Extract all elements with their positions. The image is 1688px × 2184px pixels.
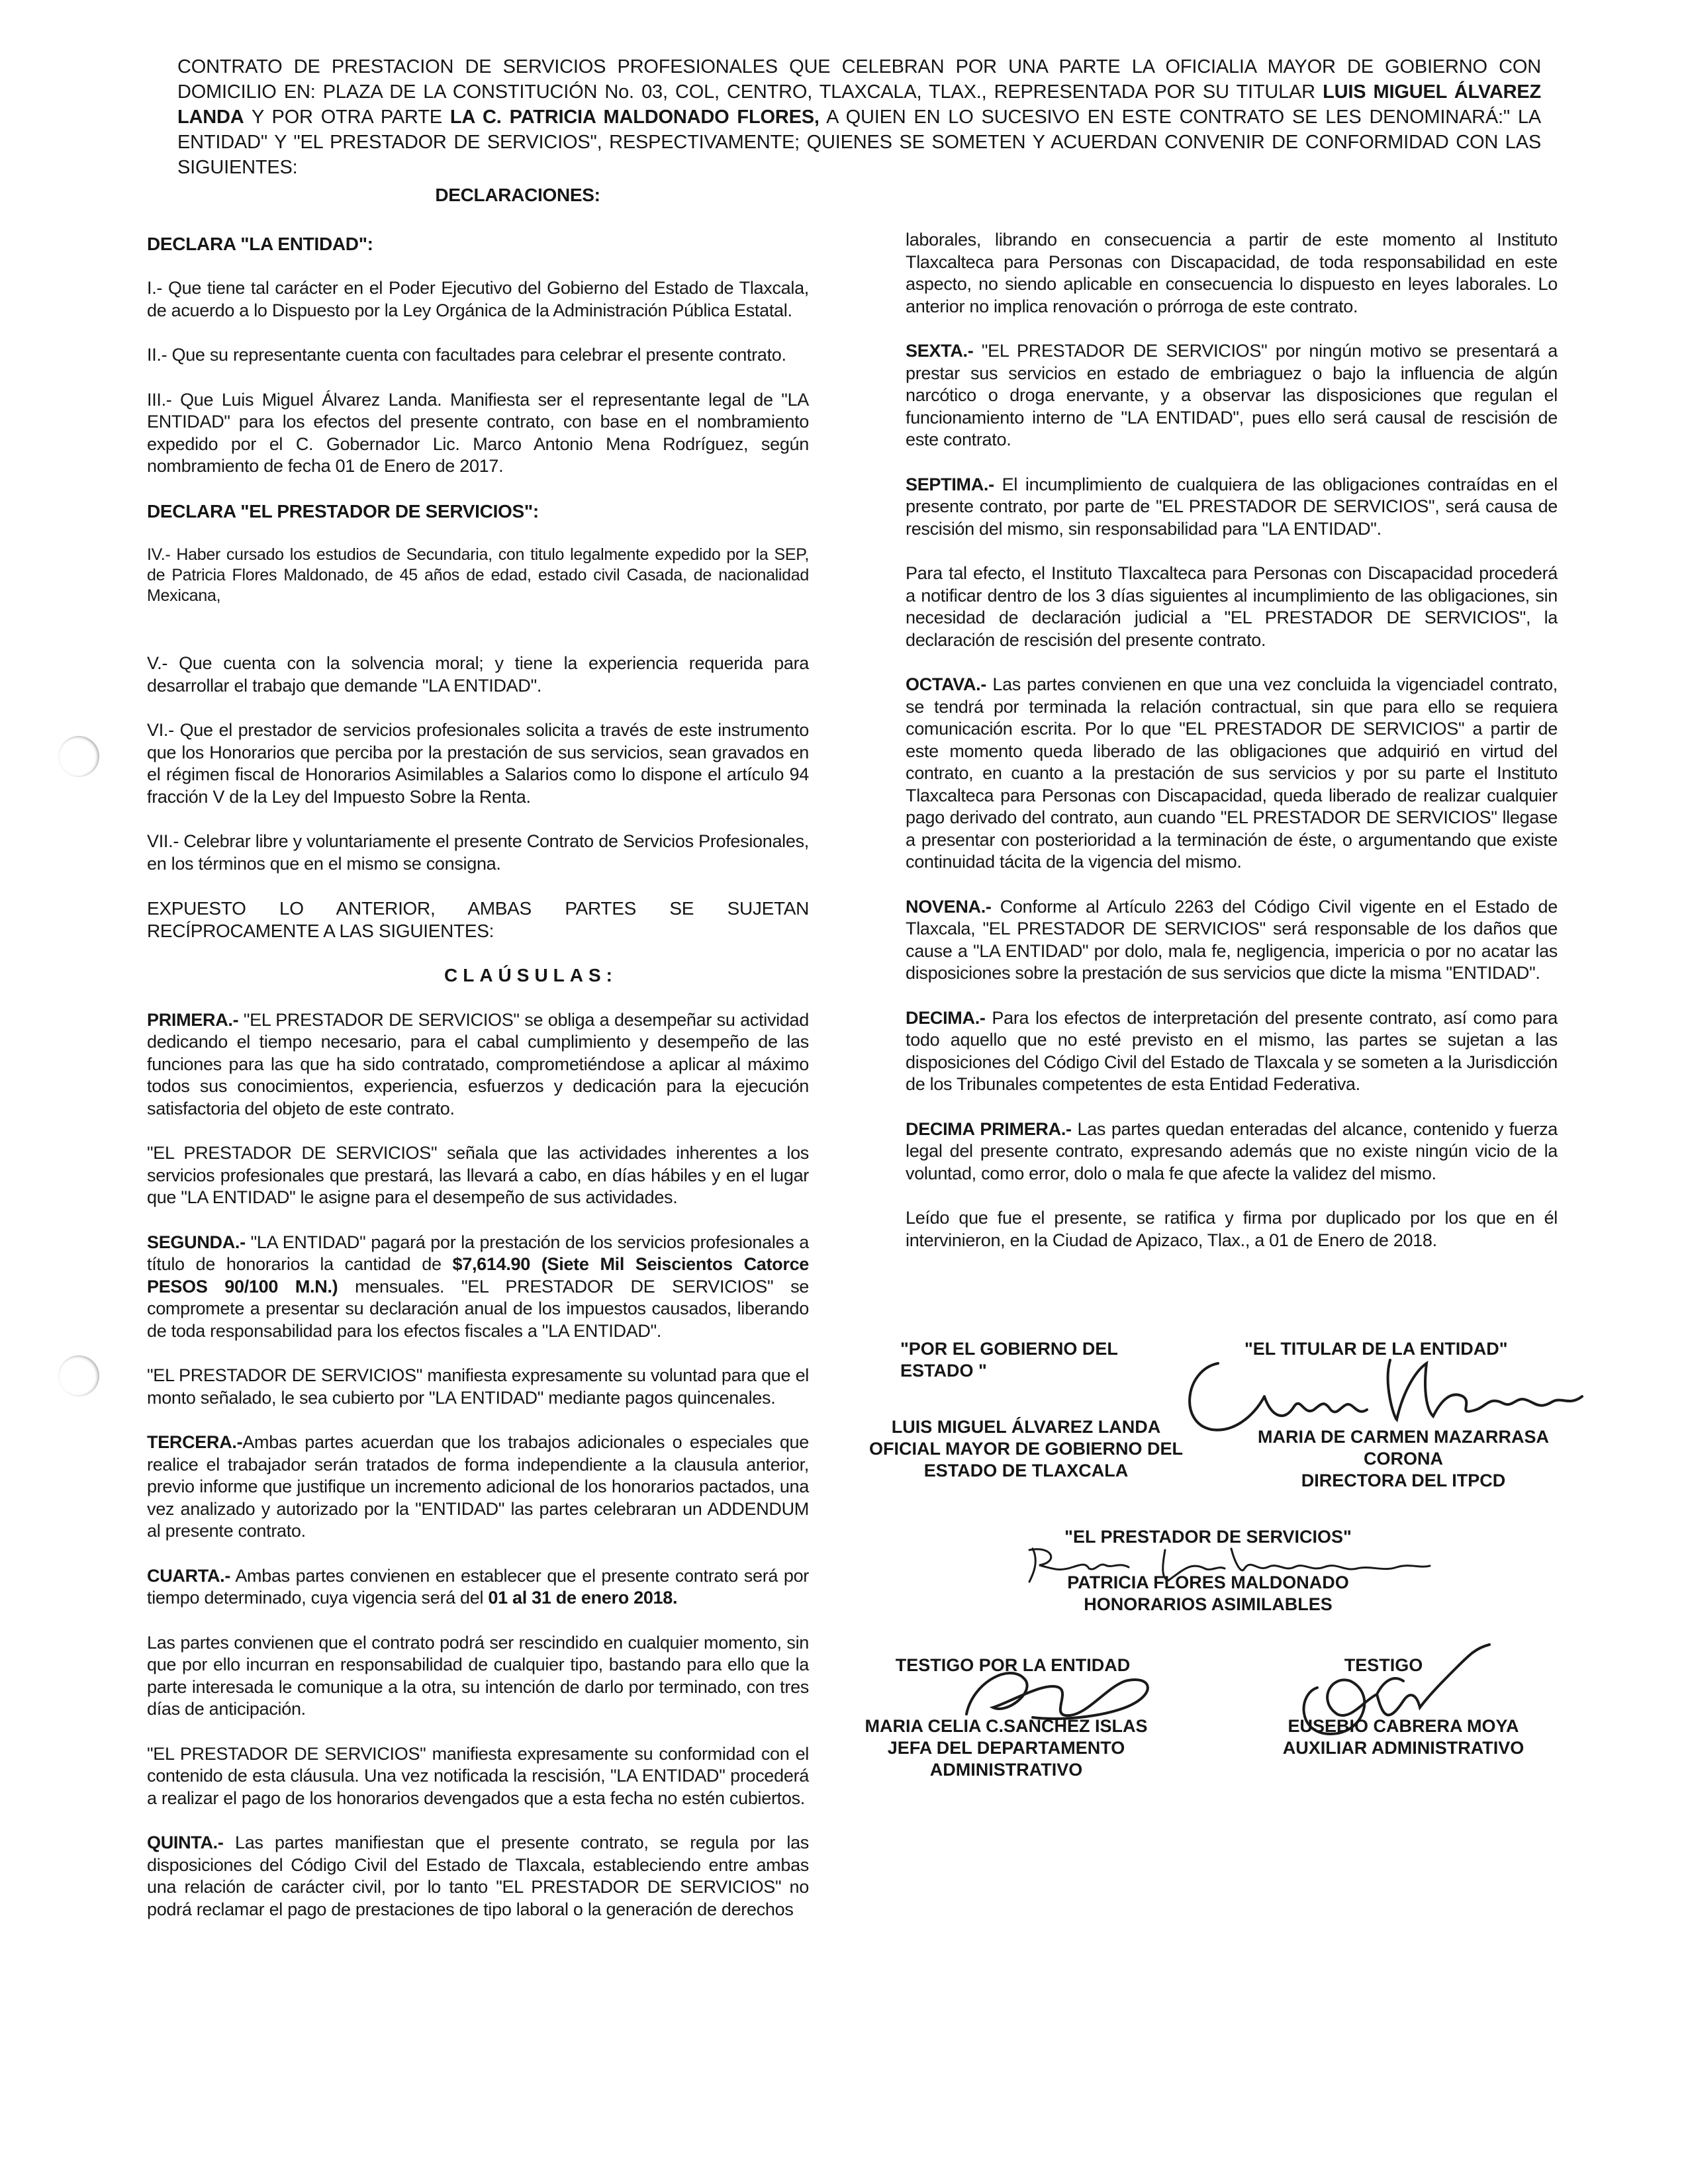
declaracion-iii: III.- Que Luis Miguel Álvarez Landa. Manifiesta ser el representante legal de "LA ENTIDAD" para los efectos del presente contrato, con base en el nombramiento expedido por el C. Gobernador Lic. Marco Antonio Mena Rodríguez, según nombramiento de fecha 01 de Enero de 2017.: [147, 389, 809, 476]
clause-label: SEXTA.-: [906, 341, 974, 361]
clausula-septima-b: Para tal efecto, el Instituto Tlaxcalteca para Personas con Discapacidad procederá a notificar dentro de los 3 días siguientes al incumplimiento de las obligaciones, sin necesidad de declaración judicial a "EL PRESTADOR DE SERVICIOS", la declaración de rescisión del presente contrato.: [906, 563, 1558, 650]
clause-label: DECIMA.-: [906, 1007, 986, 1028]
right-column: [906, 229, 1558, 1274]
clause-text: Conforme al Artículo 2263 del Código Civil vigente en el Estado de Tlaxcala, "EL PRESTADOR DE SERVICIOS" será responsable de los daños que cause a "LA ENTIDAD" por dolo, mala fe, negligencia, impericia o por no acatar las disposiciones sobre la prestación de sus servicios que dicte la misma "ENTIDAD".: [906, 896, 1558, 983]
clause-text: Para los efectos de interpretación del presente contrato, así como para todo aquello que no esté previsto en el mismo, las partes se sujetan a las disposiciones del Código Civil del Estado de Tlaxcala y se someten a la Jurisdicción de los Tribunales competentes de esta Entidad Federativa.: [906, 1007, 1558, 1094]
clausula-cuarta-c: "EL PRESTADOR DE SERVICIOS" manifiesta expresamente su conformidad con el contenido de esta cláusula. Una vez notificada la rescisión, "LA ENTIDAD" procederá a realizar el pago de los honorarios devengados que a esta fecha no estén cubiertos.: [147, 1743, 809, 1808]
signatory-name: PATRICIA FLORES MALDONADO: [1067, 1572, 1349, 1592]
clause-text: Las partes manifiestan que el presente contrato, se regula por las disposiciones del Código Civil del Estado de Tlaxcala, estableciendo entre ambas una relación de carácter civil, por lo tanto "EL PRESTADOR DE SERVICIOS" no podrá reclamar el pago de prestaciones de tipo laboral o la generación de derechos: [147, 1833, 809, 1919]
declaracion-v: V.- Que cuenta con la solvencia moral; y tiene la experiencia requerida para desarrollar el trabajo que demande "LA ENTIDAD".: [147, 653, 809, 696]
signatory-name: CORONA: [1364, 1449, 1443, 1469]
signatory-title: AUXILIAR ADMINISTRATIVO: [1282, 1738, 1524, 1758]
clause-text: "LA ENTIDAD" pagará por la prestación de los servicios profesionales a título de honorarios la cantidad de: [147, 1232, 809, 1274]
entidad-declara-heading: DECLARA "LA ENTIDAD":: [147, 233, 373, 254]
eusebio-signatory: [1251, 1715, 1556, 1759]
declaracion-ii: II.- Que su representante cuenta con facultades para celebrar el presente contrato.: [147, 345, 786, 365]
signatory-name: MARIA CELIA C.SANCHEZ ISLAS: [865, 1716, 1148, 1736]
clause-label: DECIMA PRIMERA.-: [906, 1118, 1072, 1139]
declaracion-vii: VII.- Celebrar libre y voluntariamente el presente Contrato de Servicios Profesionales, en los términos que en el mismo se consigna.: [147, 831, 809, 874]
clause-label: SEPTIMA.-: [906, 474, 994, 494]
intro-text: CONTRATO DE PRESTACION DE SERVICIOS PROFESIONALES QUE CELEBRAN POR UNA PARTE LA OFICIALIA MAYOR DE GOBIERNO CON DOMICILIO EN: PLAZA DE LA CONSTITUCIÓN No. 03, COL, CENTRO, TLAXCALA, TLAX., REPRESENTADA POR SU TITULAR: [177, 56, 1541, 103]
clause-text: Las partes convienen en que una vez concluida la vigenciadel contrato, se tendrá por terminada la relación contractual, sin que para ello se requiera comunicación escrita. Por lo que "EL PRESTADOR DE SERVICIOS" a partir de este momento queda liberado de las obligaciones que adquirió en virtud del contrato, en cuanto a la prestación de sus servicios y por su parte el Instituto Tlaxcalteca para Personas con Discapacidad, queda liberado de realizar cualquier pago derivado del contrato, aun cuando "EL PRESTADOR DE SERVICIOS" llegase a presentar con posterioridad a la terminación de éste, o argumentando que existe continuidad tácita de la vigencia del mismo.: [906, 674, 1558, 872]
prestador-declara-heading: DECLARA "EL PRESTADOR DE SERVICIOS":: [147, 500, 539, 522]
signatory-name: LUIS MIGUEL ÁLVAREZ LANDA: [891, 1417, 1161, 1437]
clause-text: "EL PRESTADOR DE SERVICIOS" se obliga a desempeñar su actividad dedicando el tiempo necesario, para el cabal cumplimiento y desempeño de las funciones para las que ha sido contratado, comprometiéndose a aplicar al máximo todos sus conocimientos, experiencia, esfuerzos y dedicación para la ejecución satisfactoria del objeto de este contrato.: [147, 1009, 809, 1118]
signatory-title: HONORARIOS ASIMILABLES: [1084, 1594, 1333, 1614]
contract-period: 01 al 31 de enero 2018.: [488, 1588, 678, 1608]
clause-label: OCTAVA.-: [906, 674, 987, 694]
luis-signatory: [861, 1416, 1192, 1482]
clausula-segunda-b: "EL PRESTADOR DE SERVICIOS" manifiesta expresamente su voluntad para que el monto señalado, le sea cubierto por "LA ENTIDAD" mediante pagos quincenales.: [147, 1365, 809, 1408]
punch-hole: [58, 1355, 99, 1396]
clause-text: mensuales. "EL PRESTADOR DE SERVICIOS" se compromete a presentar su declaración anual de los impuestos causados, liberando de toda responsabilidad para los efectos fiscales a "LA ENTIDAD".: [147, 1276, 809, 1341]
maria-carmen-signatory: [1244, 1426, 1562, 1492]
representative-name: LUIS MIGUEL ÁLVAREZ LANDA: [177, 81, 1541, 128]
signatory-title: ESTADO DE TLAXCALA: [923, 1461, 1129, 1480]
clausula-segunda: [147, 1232, 809, 1343]
clausula-decima-primera: [906, 1118, 1558, 1185]
clausula-quinta-cont: laborales, librando en consecuencia a partir de este momento al Instituto Tlaxcalteca para Personas con Discapacidad, de toda responsabilidad en este aspecto, no siendo aplicable en consecuencia lo dispuesto en leyes laborales. Lo anterior no implica renovación o prórroga de este contrato.: [906, 230, 1558, 316]
clausula-tercera: [147, 1432, 809, 1543]
expuesto-paragraph: EXPUESTO LO ANTERIOR, AMBAS PARTES SE SUJETAN RECÍPROCAMENTE A LAS SIGUIENTES:: [147, 898, 809, 941]
declaracion-iv: IV.- Haber cursado los estudios de Secundaria, con titulo legalmente expedido por la SEP, de Patricia Flores Maldonado, de 45 años de edad, estado civil Casada, de nacionalidad Mexicana,: [147, 545, 809, 605]
signatory-title: JEFA DEL DEPARTAMENTO: [887, 1738, 1125, 1758]
gobierno-heading: "POR EL GOBIERNO DEL ESTADO ": [900, 1339, 1118, 1381]
signatory-title: ADMINISTRATIVO: [929, 1760, 1083, 1780]
clausula-primera: [147, 1009, 809, 1120]
signatory-title: DIRECTORA DEL ITPCD: [1301, 1471, 1506, 1490]
clause-text: Ambas partes acuerdan que los trabajos adicionales o especiales que realice el trabajador serán tratados de forma independiente a la clausula anterior, previo informe que justifique un incremento adicional de los honorarios pactados, una vez analizado y autorizado por la "ENTIDAD" las partes celebraran un ADDENDUM al presente contrato.: [147, 1432, 809, 1541]
signatory-name: MARIA DE CARMEN MAZARRASA: [1258, 1427, 1549, 1447]
fee-amount: $7,614.90 (Siete Mil Seiscientos Catorce PESOS 90/100 M.N.): [147, 1254, 810, 1297]
patricia-signatory: [993, 1572, 1423, 1615]
declaracion-vi: VI.- Que el prestador de servicios profesionales solicita a través de este instrumento que los Honorarios que perciba por la prestación de sus servicios, sean gravados en el régimen fiscal de Honorarios Asimilables a Salarios como lo dispone el artículo 94 fracción V de la Ley del Impuesto Sobre la Renta.: [147, 720, 809, 807]
signing-statement: Leído que fue el presente, se ratifica y firma por duplicado por los que en él intervinieron, en la Ciudad de Apizaco, Tlax., a 01 de Enero de 2018.: [906, 1208, 1558, 1250]
clausula-novena: [906, 896, 1558, 985]
signatory-name: EUSEBIO CABRERA MOYA: [1288, 1716, 1519, 1736]
clause-text: El incumplimiento de cualquiera de las obligaciones contraídas en el presente contrato, por parte de "EL PRESTADOR DE SERVICIOS", será causa de rescisión del mismo, sin responsabilidad para "LA ENTIDAD".: [906, 474, 1558, 539]
clause-label: TERCERA.-: [147, 1432, 243, 1452]
clause-text: Ambas partes convienen en establecer que el presente contrato será por tiempo determinado, cuya vigencia será del: [147, 1565, 809, 1608]
clause-label: QUINTA.-: [147, 1833, 224, 1852]
provider-name: LA C. PATRICIA MALDONADO FLORES,: [449, 107, 820, 128]
testigo-heading: TESTIGO: [1344, 1655, 1423, 1675]
punch-hole: [58, 736, 99, 777]
clause-label: CUARTA.-: [147, 1565, 231, 1586]
clausula-decima: [906, 1007, 1558, 1096]
clause-label: SEGUNDA.-: [147, 1232, 246, 1252]
declaracion-i: I.- Que tiene tal carácter en el Poder Ejecutivo del Gobierno del Estado de Tlaxcala, de acuerdo a lo Dispuesto por la Ley Orgánica de la Administración Pública Estatal.: [147, 278, 809, 320]
clausula-primera-b: "EL PRESTADOR DE SERVICIOS" señala que las actividades inherentes a los servicios profesionales que prestará, las llevará a cabo, en días hábiles y en el lugar que "LA ENTIDAD" le asigne para el desempeño de sus actividades.: [147, 1143, 809, 1207]
clausulas-title: CLAÚSULAS:: [444, 965, 618, 985]
clause-label: PRIMERA.-: [147, 1009, 239, 1030]
clausula-cuarta-b: Las partes convienen que el contrato podrá ser rescindido en cualquier momento, sin que por ello incurran en responsabilidad de cualquier tipo, bastando para ello que la parte interesada le comunique a la otra, su intención de darlo por terminado, con tres días de anticipación.: [147, 1632, 809, 1719]
signatory-title: OFICIAL MAYOR DE GOBIERNO DEL: [868, 1439, 1184, 1459]
prestador-heading: "EL PRESTADOR DE SERVICIOS": [1064, 1527, 1352, 1547]
clausula-octava: [906, 674, 1558, 874]
intro-text: A QUIEN EN LO SUCESIVO EN ESTE CONTRATO SE LES DENOMINARÁ:" LA ENTIDAD" Y "EL PRESTADOR DE SERVICIOS", RESPECTIVAMENTE; QUIENES SE SOMETEN Y ACUERDAN CONVENIR DE CONFORMIDAD CON LAS SIGUIENTES:: [177, 107, 1542, 178]
intro-text: Y POR OTRA PARTE: [244, 107, 450, 128]
clausula-septima: [906, 474, 1558, 541]
clause-label: NOVENA.-: [906, 896, 992, 917]
celia-signatory: [854, 1715, 1158, 1781]
clausula-sexta: [906, 340, 1558, 451]
declaraciones-title: DECLARACIONES:: [435, 185, 600, 205]
testigo-entidad-heading: TESTIGO POR LA ENTIDAD: [895, 1655, 1131, 1675]
left-column: [147, 184, 809, 1943]
contract-intro: [177, 54, 1541, 180]
titular-heading: "EL TITULAR DE LA ENTIDAD": [1244, 1339, 1508, 1359]
clause-text: "EL PRESTADOR DE SERVICIOS" por ningún motivo se presentará a prestar sus servicios en estado de embriaguez o bajo la influencia de algún narcótico o droga enervante, y a observar las disposiciones que regulan el funcionamiento interno de "LA ENTIDAD", pues ello será causal de rescisión de este contrato.: [906, 341, 1558, 449]
clausula-cuarta: [147, 1565, 809, 1610]
clause-text: Las partes quedan enteradas del alcance, contenido y fuerza legal del presente contrato, expresando además que no existe ningún vicio de la voluntad, como error, dolo o mala fe que afecte la validez del mismo.: [906, 1118, 1558, 1183]
clausula-quinta: [147, 1832, 809, 1921]
